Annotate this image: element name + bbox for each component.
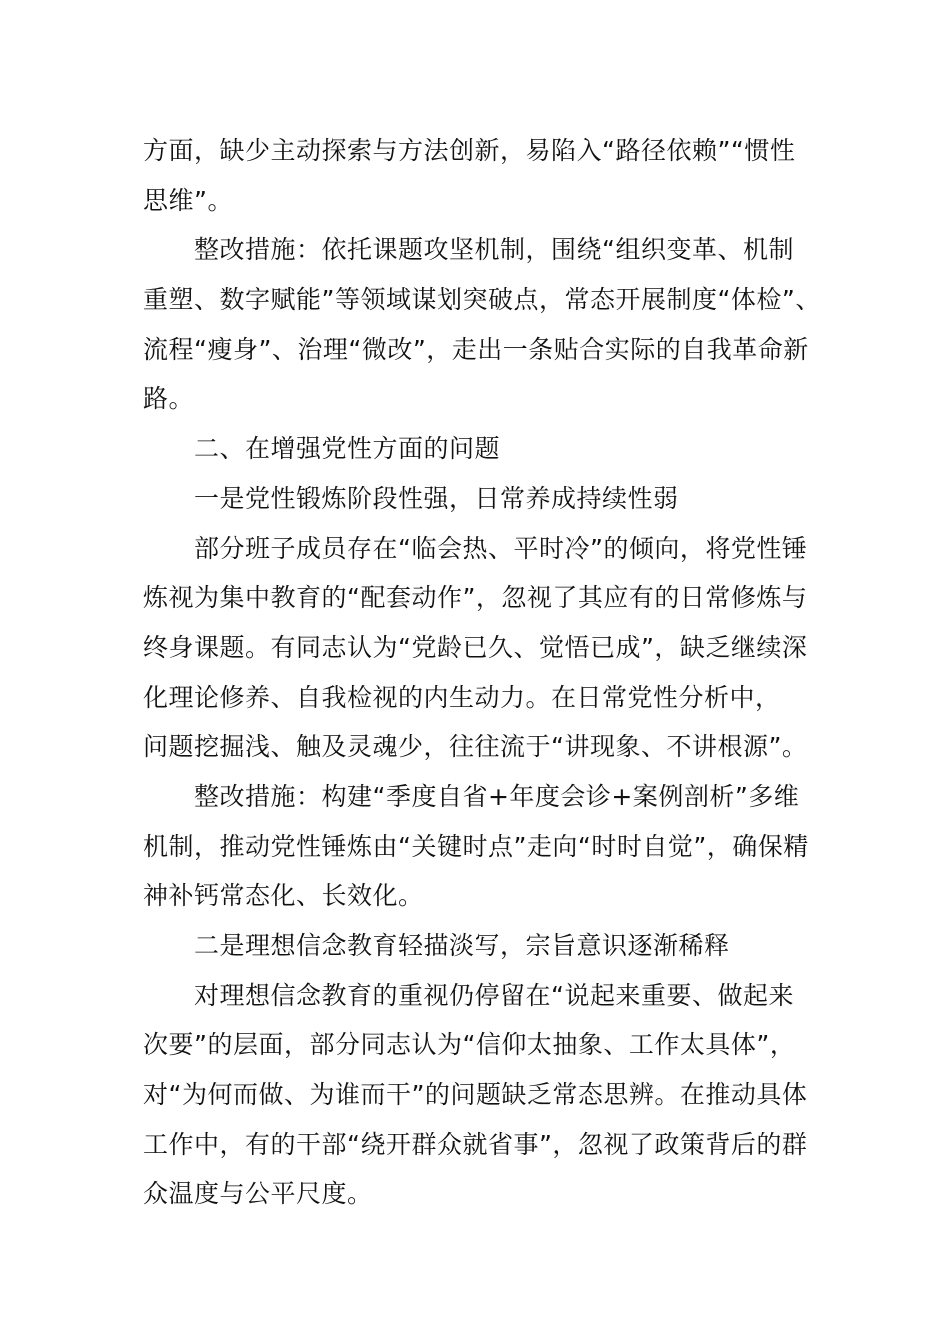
document-body: [143, 126, 825, 1219]
text-line: 问题挖掘浅、触及灵魂少，往往流于“讲现象、不讲根源”。: [143, 732, 808, 762]
text-line: 终身课题。有同志认为“党龄已久、觉悟已成”，缺乏继续深: [143, 632, 808, 662]
subsection-heading: 二是理想信念教育轻描淡写，宗旨意识逐渐稀释: [194, 931, 730, 960]
text-line: 流程“瘦身”、治理“微改”，走出一条贴合实际的自我革命新: [143, 334, 809, 364]
text-line: 众温度与公平尺度。: [143, 1179, 373, 1209]
rectification-measures-paragraph: 整改措施：构建“季度自省+年度会诊+案例剖析”多维: [194, 781, 800, 811]
text-line: 重塑、数字赋能”等领域谋划突破点，常态开展制度“体检”、: [143, 285, 821, 315]
subsection-heading: 一是党性锻炼阶段性强，日常养成持续性弱: [194, 483, 679, 513]
text-line: 炼视为集中教育的“配套动作”，忽视了其应有的日常修炼与: [143, 583, 808, 613]
text-line: 次要”的层面，部分同志认为“信仰太抽象、工作太具体”，: [143, 1030, 796, 1060]
text-line: 对“为何而做、为谁而干”的问题缺乏常态思辨。在推动具体: [143, 1080, 808, 1110]
text-line: 化理论修养、自我检视的内生动力。在日常党性分析中，: [143, 682, 781, 712]
text-line: 方面，缺少主动探索与方法创新，易陷入“路径依赖”“惯性: [143, 136, 796, 165]
section-heading: 二、在增强党性方面的问题: [194, 434, 501, 464]
text-line: 神补钙常态化、长效化。: [143, 881, 424, 911]
text-line: 路。: [143, 384, 195, 414]
text-line: 机制，推动党性锤炼由“关键时点”走向“时时自觉”，确保精: [143, 831, 809, 861]
paragraph-start: 部分班子成员存在“临会热、平时冷”的倾向，将党性锤: [194, 533, 808, 563]
paragraph-start: 对理想信念教育的重视仍停留在“说起来重要、做起来: [194, 980, 794, 1010]
text-line: 工作中，有的干部“绕开群众就省事”，忽视了政策背后的群: [143, 1129, 808, 1159]
text-line: 思维”。: [143, 185, 233, 215]
rectification-measures-paragraph: 整改措施：依托课题攻坚机制，围绕“组织变革、机制: [194, 235, 794, 265]
